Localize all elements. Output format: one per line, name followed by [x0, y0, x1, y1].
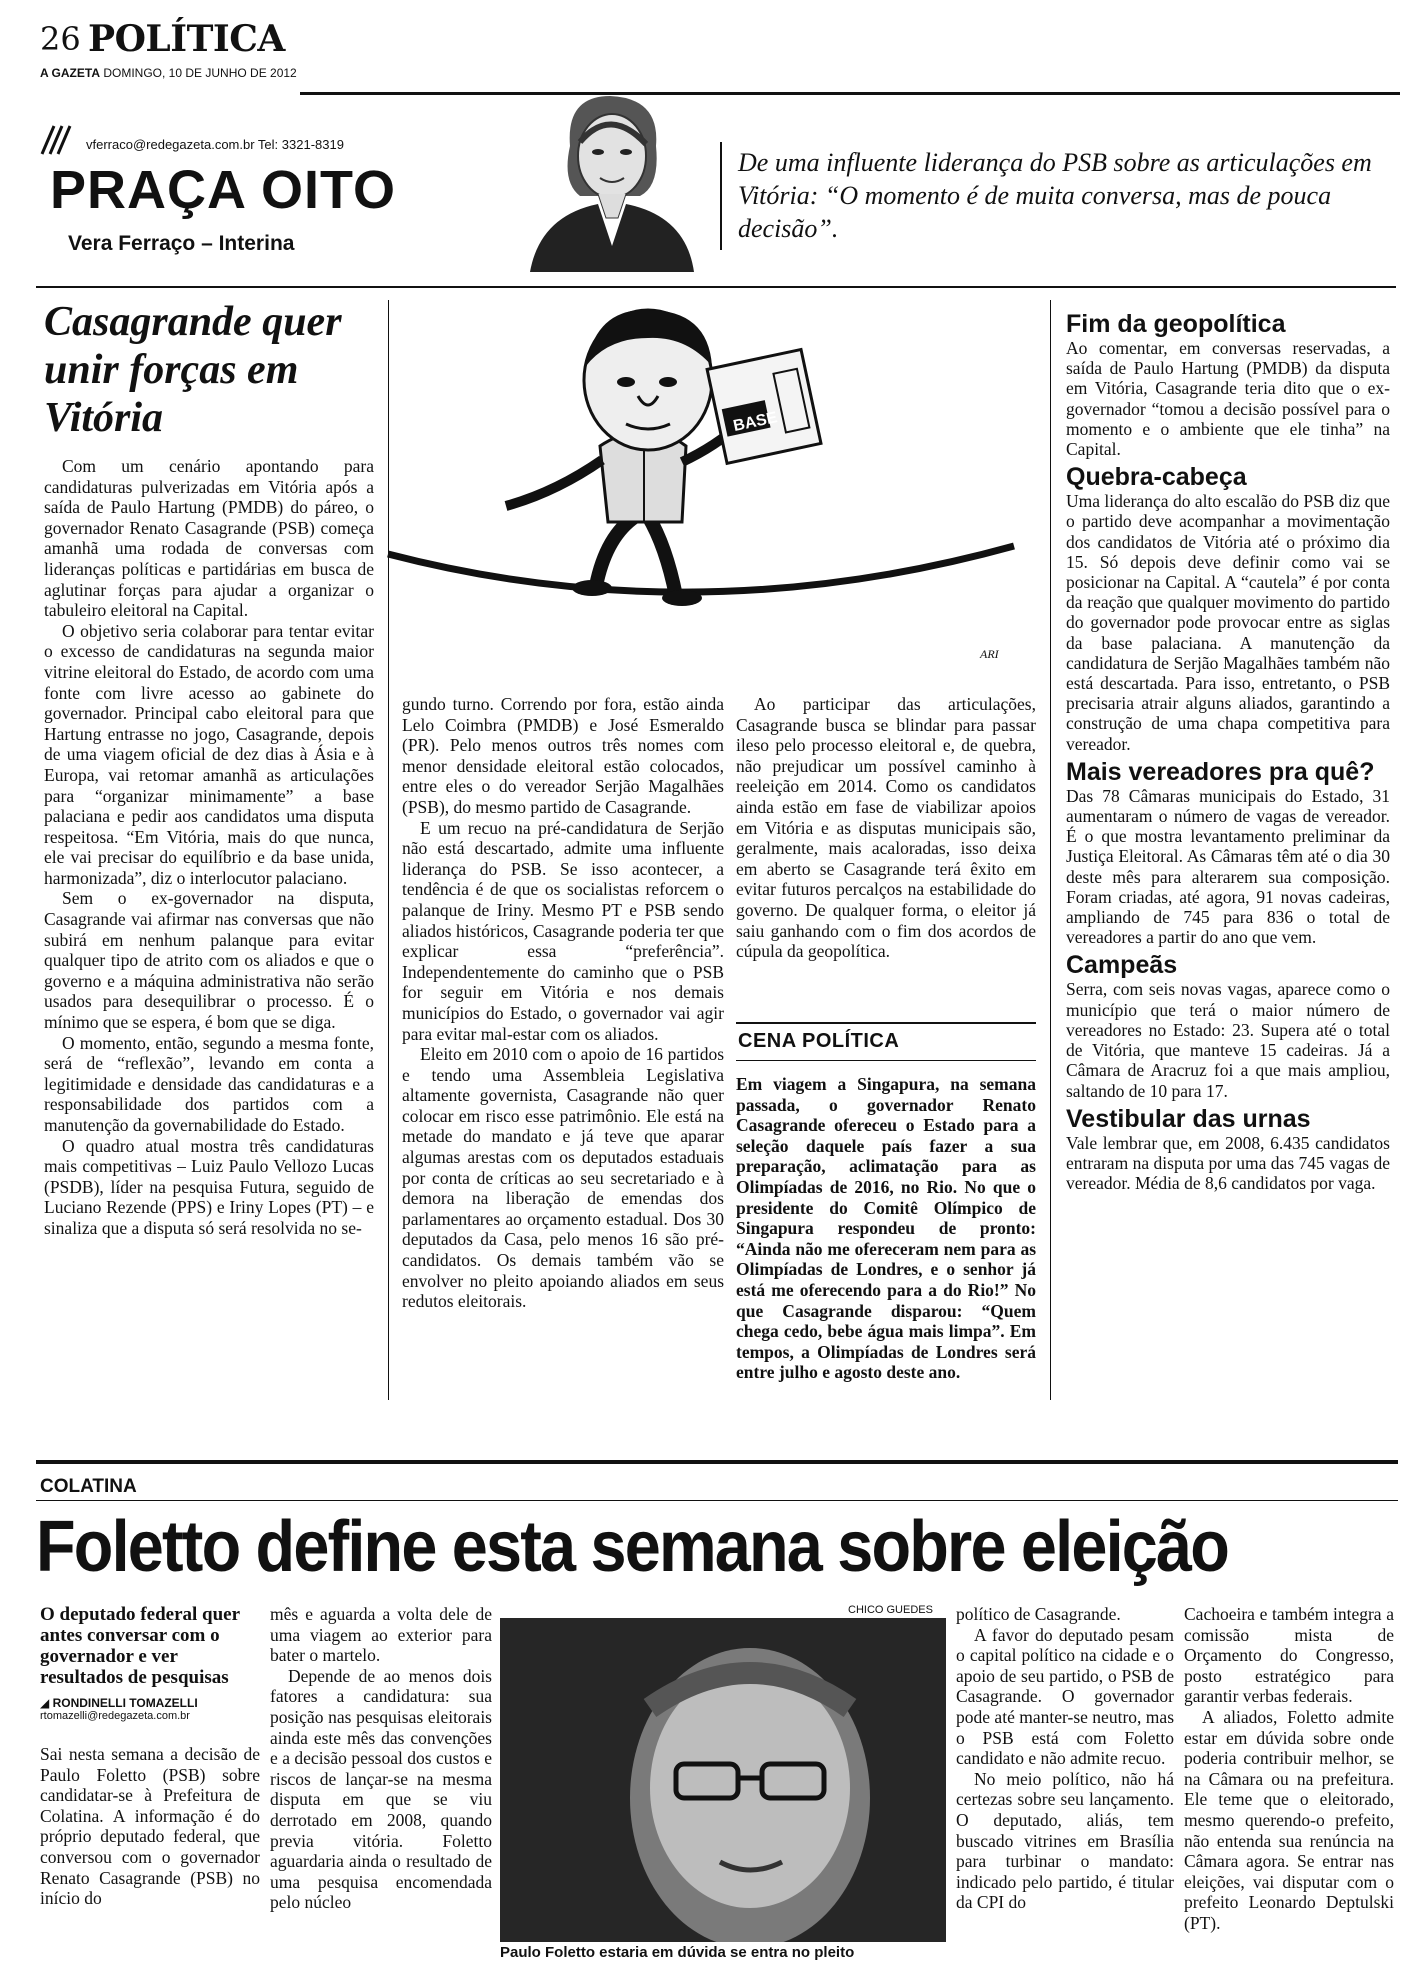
column-header-rule — [36, 286, 1396, 288]
colatina-col3-paragraph: político de Casagrande. — [956, 1604, 1121, 1624]
note-title: Campeãs — [1066, 951, 1178, 980]
photo-caption: Paulo Foletto estaria em dúvida se entra no pleito — [500, 1944, 855, 1961]
issue-date: DOMINGO, 10 DE JUNHO DE 2012 — [103, 66, 297, 80]
column-contact: vferraco@redegazeta.com.br Tel: 3321-8319 — [86, 137, 344, 152]
note-text: Uma liderança do alto escalão do PSB diz que o partido deve acompanhar a movimentação dos candidatos de Vitória até o próximo dia 15. Só depois deve definir como vai se posicionar na Capital. A “cautela” é por conta da reação que qualquer movimento do partido do governador pode provocar entre as siglas da base palaciana. A manutenção da candidatura de Serjão Magalhães também não está descartada. Para isso, entretanto, o PSB precisaria atrair alguns aliados, garantindo a construção de uma chapa competitiva para vereador. — [1066, 491, 1390, 754]
main-col1-paragraph: O quadro atual mostra três candidaturas mais competitivas – Luiz Paulo Vellozo Lucas (PSDB), líder na pesquisa Futura, seguido de Luciano Rezende (PPS) e Iriny Lopes (PT) – e sinaliza que a disputa só será resolvida no se- — [44, 1135, 374, 1238]
colatina-col3-paragraph: No meio político, não há certezas sobre seu lançamento. O deputado, aliás, tem buscado vitrines em Brasília para turbinar o mandato: indicado pelo partido, é titular da CPI do — [956, 1768, 1174, 1913]
sidebar-notes — [1066, 306, 1390, 1436]
kicker-rule — [36, 1500, 1398, 1501]
cena-top-rule — [736, 1022, 1036, 1024]
quote-divider — [720, 142, 722, 250]
photo-credit: CHICO GUEDES — [848, 1604, 933, 1616]
colatina-col4-paragraph: Cachoeira e também integra a comissão mista de Orçamento do Congresso, posto estratégico para garantir verbas federais. — [1184, 1604, 1394, 1707]
cena-title: CENA POLÍTICA — [738, 1030, 900, 1052]
column-name: PRAÇA OITO — [50, 160, 397, 220]
main-col2-paragraph: Eleito em 2010 com o apoio de 16 partidos e tendo uma Assembleia Legislativa altamente governista, Casagrande não quer colocar em risco esse patrimônio. Ele está na metade do mandato e já teve que aparar algumas arestas com os deputados estaduais por conta de críticas ao seu secretariado e à demora na liberação de emendas dos parlamentares ao orçamento estadual. Dos 30 deputados da Casa, pelo menos 16 são pré-candidatos. Os demais também vão se envolver no pleito apoiando aliados em seus redutos eleitorais. — [402, 1044, 724, 1312]
cartoon-box-label: BASE — [731, 409, 779, 436]
note-title: Fim da geopolítica — [1066, 310, 1286, 338]
colatina-col4-paragraph: A aliados, Foletto admite estar em dúvida sobre onde poderia contribuir melhor, se na Câmara ou na prefeitura. Ele teme que o eleitorado, mesmo querendo-o prefeito, não entenda sua renúncia na Câmara agora. Se entrar nas eleições, vai disputar com o prefeito Leonardo Deptulski (PT). — [1184, 1706, 1394, 1933]
main-story-col1 — [44, 456, 374, 1388]
colatina-col3-paragraph: A favor do deputado pesam o capital político na cidade e o apoio de seu partido, o PSB de Casagrande. O governador pode até manter-se neutro, mas o PSB está com Foletto candidato e não admite recuo. — [956, 1624, 1174, 1769]
cena-text — [736, 1074, 1036, 1394]
main-col1-paragraph: O momento, então, segundo a mesma fonte, será de “reflexão”, levando em conta a legitimidade e densidade das candidaturas e a responsabilidade dos partidos com a manutenção da governabilidade do Estado. — [44, 1032, 374, 1135]
cena-paragraph: Em viagem a Singapura, na semana passada, o governador Renato Casagrande ofereceu o Estado para a seleção daquele país fazer a sua preparação, aclimatação para as Olimpíadas de 2016, no Rio. No que o presidente do Comitê Olímpico de Singapura respondeu de pronto: “Ainda não me ofereceram nem para as Olimpíadas de Londres, e o senhor já está me oferecendo para a do Rio!” No que Casagrande disparou: “Quem chega cedo, bebe água mais limpa”. Em tempos, a Olimpíadas de Londres será entre julho e agosto deste ano. — [736, 1074, 1036, 1383]
page-number: 26 — [40, 20, 81, 58]
main-col3-paragraph: Ao participar das articulações, Casagrande busca se blindar para passar ileso pelo processo eleitoral e, de quebra, não prejudicar um possível caminho à reeleição em 2014. Como os candidatos ainda estão em fase de viabilizar apoios em Vitória e as disputas municipais são, geralmente, mais acaloradas, isso deixa em aberto se Casagrande terá êxito em evitar futuros percalços na estabilidade do governo. De qualquer forma, o eleitor já saiu ganhando com o fim dos acordos de cúpula da geopolítica. — [736, 694, 1036, 962]
colatina-col3 — [956, 1604, 1174, 1966]
main-story-col3 — [736, 694, 1036, 1024]
main-col1-paragraph: Com um cenário apontando para candidaturas pulverizadas em Vitória após a saída de Paulo Hartung (PMDB) do páreo, o governador Renato Casagrande (PSB) começa amanhã uma rodada de conversas com lideranças políticas e partidárias em busca de aglutinar forças para ajudar a organizar o tabuleiro eleitoral na Capital. — [44, 456, 374, 621]
main-headline: Casagrande quer unir forças em Vitória — [44, 299, 342, 441]
main-col2-paragraph: gundo turno. Correndo por fora, estão ainda Lelo Coimbra (PMDB) e José Esmeraldo (PR). Pelo menos outros três nomes com menor densidade eleitoral estão colocados, entre eles o do vereador Serjão Magalhães (PSB), do mesmo partido de Casagrande. — [402, 694, 724, 817]
header-rule — [300, 92, 1400, 95]
column-quote: De uma influente liderança do PSB sobre as articulações em Vitória: “O momento é de muita conversa, mas de pouca decisão”. — [738, 148, 1372, 243]
cena-title-rule — [736, 1060, 1036, 1061]
colatina-headline: Foletto define esta semana sobre eleição — [36, 1507, 1229, 1587]
byline-email: rtomazelli@redegazeta.com.br — [40, 1710, 190, 1722]
paper-name: A GAZETA — [40, 66, 100, 80]
colatina-top-rule — [36, 1460, 1398, 1464]
dateline — [40, 66, 297, 80]
colatina-col1 — [40, 1744, 260, 1966]
colatina-col1-paragraph: Sai nesta semana a decisão de Paulo Foletto (PSB) sobre candidatar-se à Prefeitura de Colatina. A informação é do próprio deputado federal, que conversou com o governador Renato Casagrande (PSB) no início do — [40, 1744, 260, 1909]
page-header — [36, 14, 1396, 94]
editorial-cartoon — [386, 296, 1016, 666]
column-author: Vera Ferraço – Interina — [68, 232, 295, 255]
colatina-col2 — [270, 1604, 492, 1966]
sidebar-divider — [1050, 300, 1051, 1400]
foletto-photo — [500, 1618, 946, 1942]
cartoon-signature: ARI — [980, 647, 999, 661]
byline-name: RONDINELLI TOMAZELLI — [52, 1696, 198, 1710]
colatina-deck: O deputado federal quer antes conversar com o governador e ver resultados de pesquisas — [40, 1604, 240, 1688]
note-text: Das 78 Câmaras municipais do Estado, 31 aumentaram o número de vagas de vereador. É o que mostra levantamento preliminar da Justiça Eleitoral. As Câmaras têm até o dia 30 deste mês para alterarem sua composição. Foram criadas, até agora, 91 novas cadeiras, ampliando de 745 para 836 o total de vereadores a partir do ano que vem. — [1066, 785, 1390, 948]
colatina-col2-paragraph: mês e aguarda a volta dele de uma viagem ao exterior para bater o martelo. — [270, 1604, 492, 1666]
main-story-col2 — [402, 694, 724, 1394]
columnist-portrait — [510, 86, 710, 272]
byline-arrow-icon: ◢ — [40, 1696, 50, 1710]
section-title: POLÍTICA — [88, 18, 285, 60]
note-text: Vale lembrar que, em 2008, 6.435 candidatos entraram na disputa por uma das 745 vagas de vereador. Média de 8,6 candidatos por vaga. — [1066, 1132, 1390, 1194]
note-text: Serra, com seis novas vagas, aparece como o município que terá o maior número de vereadores no Estado: 23. Supera até o total de Vitória, que manteve 15 cadeiras. Já a Câmara de Aracruz foi a que mais ampliou, saltando de 10 para 17. — [1066, 979, 1390, 1101]
note-title: Quebra-cabeça — [1066, 463, 1247, 492]
note-text: Ao comentar, em conversas reservadas, a saída de Paulo Hartung (PMDB) da disputa em Vitória, Casagrande teria dito que o ex-governador “tomou a decisão possível para o momento e o ambiente que ele tinha” na Capital. — [1066, 338, 1390, 460]
note-title: Vestibular das urnas — [1066, 1104, 1311, 1133]
main-col1-paragraph: O objetivo seria colaborar para tentar evitar o excesso de candidaturas na segunda maior vitrine eleitoral do Estado, de acordo com uma fonte com livre acesso ao gabinete do governador. Principal cabo eleitoral para que Hartung entrasse no jogo, Casagrande, depois de uma viagem oficial de dez dias à Ásia e à Europa, vai retomar amanhã as articulações para “organizar minimamente” a base palaciana e pedir aos candidatos uma disputa respeitosa. “Em Vitória, mais do que nunca, ele vai precisar do equilíbrio e da base unida, harmonizada”, diz o interlocutor palaciano. — [44, 620, 374, 888]
colatina-kicker: COLATINA — [40, 1476, 137, 1497]
colatina-col2-paragraph: Depende de ao menos dois fatores a candidatura: sua posição nas pesquisas eleitorais ainda este mês das convenções e a decisão pessoal dos custos e riscos de lançar-se na mesma disputa em que se viu derrotado em 2008, quando previa vitória. Foletto aguardaria ainda o resultado de uma pesquisa encomendada pelo núcleo — [270, 1665, 492, 1913]
column-divider — [388, 300, 389, 1400]
colatina-byline — [40, 1696, 270, 1722]
column-logo-icon — [40, 120, 80, 156]
note-title: Mais vereadores pra quê? — [1066, 757, 1375, 786]
main-col2-paragraph: E um recuo na pré-candidatura de Serjão não está descartado, admite uma influente liderança do PSB. Se isso acontecer, a tendência é de que os socialistas reforcem o palanque de Iriny. Mesmo PT e PSB sendo aliados históricos, Casagrande poderia ter que explicar essa “preferência”. Independentemente do caminho que o PSB for seguir em Vitória e nos demais municípios do Estado, o governador vai agir para evitar mal-estar com os aliados. — [402, 817, 724, 1044]
main-col1-paragraph: Sem o ex-governador na disputa, Casagrande vai afirmar nas conversas que não subirá em nenhum palanque para evitar qualquer tipo de atrito com os aliados e que o governo e a máquina administrativa não serão usados para desequilibrar o processo. É o mínimo que se espera, é bom que se diga. — [44, 888, 374, 1033]
colatina-col4 — [1184, 1604, 1394, 1966]
